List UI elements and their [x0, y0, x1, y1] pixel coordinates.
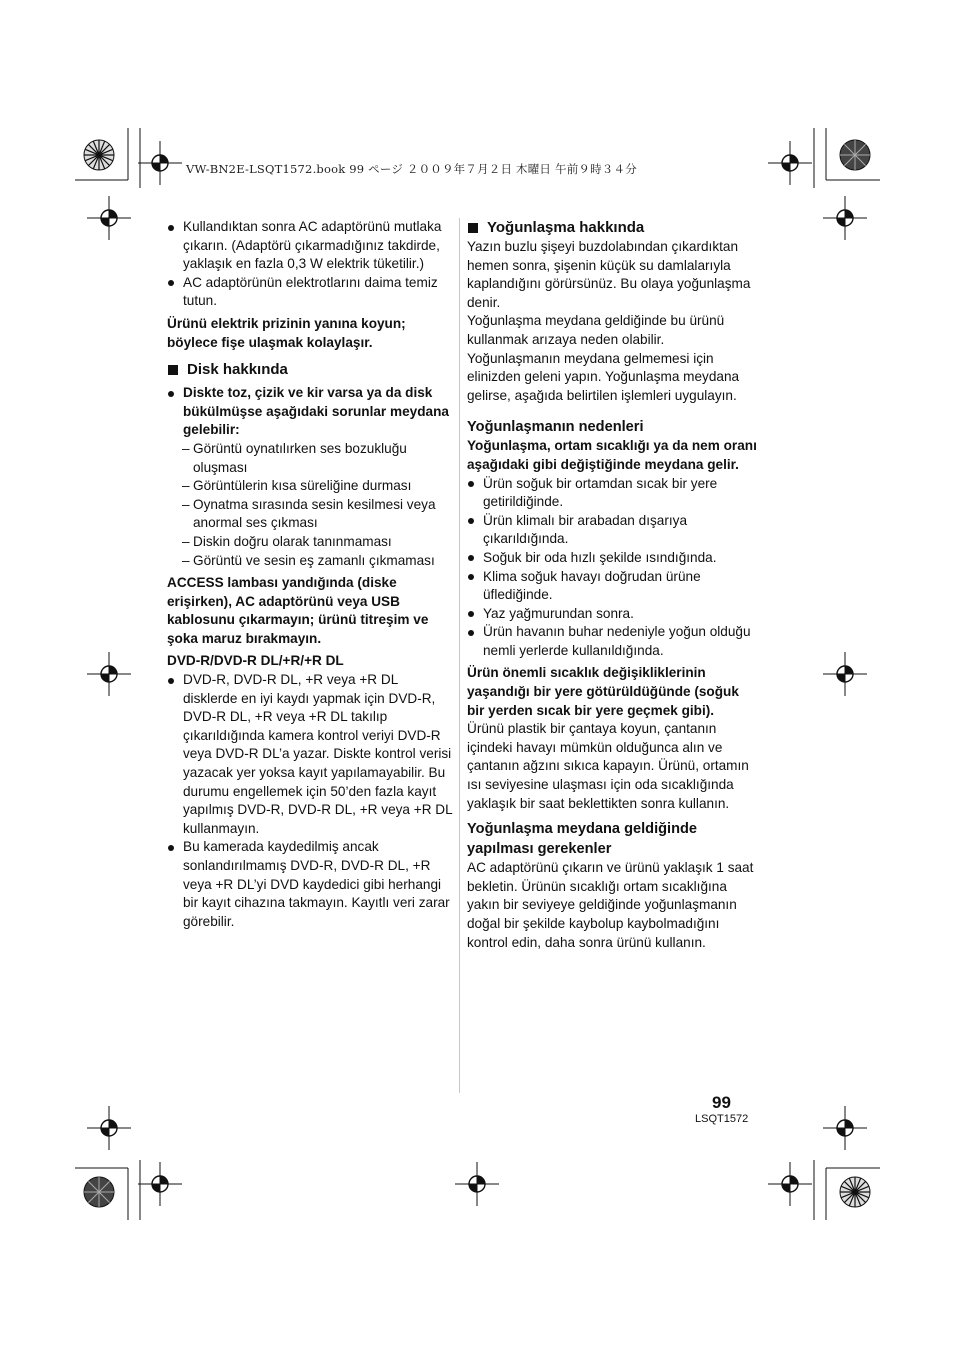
dvd-heading: DVD-R/DVD-R DL/+R/+R DL	[167, 653, 344, 669]
list-item: Bu kamerada kaydedilmiş ancak sonlandırılmamış DVD-R, DVD-R DL, +R veya +R DL’yi DVD kaydedici gibi herhangi bir kayıt cihazına takmayın. Kayıtlı veri zarar görebilir.	[167, 838, 455, 931]
bullet-icon	[468, 574, 474, 580]
paragraph: AC adaptörünü çıkarın ve ürünü yaklaşık 1 saat bekletin. Ürünün sıcaklığı ortam sıcaklığına yakın bir seviyeye geldiğinde yoğunlaşmanın doğal bir şekilde kaybolup kaybolmadığını kontrol edin, daha sonra ürünü kullanın.	[467, 860, 754, 950]
list-item: Ürün klimalı bir arabadan dışarıya çıkarıldığında.	[467, 512, 757, 549]
bold-note: Ürünü elektrik prizinin yanına koyun; böylece fişe ulaşmak kolaylaşır.	[167, 315, 406, 350]
bullet-icon	[168, 280, 174, 286]
list-item: Soğuk bir oda hızlı şekilde ısındığında.	[467, 549, 757, 568]
list-item: Ürün soğuk bir ortamdan sıcak bir yere getirildiğinde.	[467, 475, 757, 512]
bullet-icon	[468, 555, 474, 561]
dash-item: – Oynatma sırasında sesin kesilmesi veya anormal ses çıkması	[182, 496, 436, 531]
section-title-disk: Disk hakkında	[167, 360, 455, 380]
list-item: Kullandıktan sonra AC adaptörünü mutlaka çıkarın. (Adaptörü çıkarmadığınız takdirde, yaklaşık en fazla 0,3 W elektrik tüketilir.)	[167, 218, 455, 274]
temperature-note: Ürün önemli sıcaklık değişikliklerinin yaşandığı bir yere götürüldüğünde (soğuk bir yerden sıcak bir yere geçmek gibi).	[467, 665, 739, 718]
paragraph: Yazın buzlu şişeyi buzdolabından çıkardıktan hemen sonra, şişenin küçük su damlalarıyla kaplandığını görürsünüz. Bu olaya yoğunlaşma denir.	[467, 239, 751, 310]
access-note: ACCESS lambası yandığında (diske erişirken), AC adaptörünü veya USB kablosunu çıkarmayın; ürünü titreşim ve şoka maruz bırakmayın.	[167, 575, 429, 646]
list-item: AC adaptörünün elektrotlarını daima temiz tutun.	[167, 274, 455, 311]
bullet-icon	[468, 518, 474, 524]
bullet-icon	[468, 611, 474, 617]
bullet-icon	[168, 678, 174, 684]
dash-item: – Görüntülerin kısa süreliğine durması	[182, 478, 412, 494]
bullet-icon	[168, 845, 174, 851]
bullet-icon	[168, 225, 174, 231]
list-item: Klima soğuk havayı doğrudan ürüne üflediğinde.	[467, 568, 757, 605]
causes-bold: Yoğunlaşma, ortam sıcaklığı ya da nem oranı aşağıdaki gibi değiştiğinde meydana gelir.	[467, 438, 757, 472]
document-code: LSQT1572	[695, 1113, 749, 1125]
section-title-condensation: Yoğunlaşma hakkında	[467, 218, 757, 238]
right-column	[467, 218, 757, 952]
page-number: 99	[712, 1093, 731, 1112]
list-item: Yaz yağmurundan sonra.	[467, 605, 757, 624]
square-bullet-icon	[168, 365, 178, 375]
square-bullet-icon	[468, 223, 478, 233]
dash-item: – Diskin doğru olarak tanınmaması	[182, 533, 392, 549]
list-item: Ürün havanın buhar nedeniyle yoğun olduğu nemli yerlerde kullanıldığında.	[467, 623, 757, 660]
list-item: Diskte toz, çizik ve kir varsa ya da disk bükülmüşse aşağıdaki sorunlar meydana gelebilir:	[167, 384, 455, 440]
subsection-title-causes: Yoğunlaşmanın nedenleri	[467, 419, 644, 436]
subsection-title-what-to-do: Yoğunlaşma meydana geldiğinde yapılması gerekenler	[467, 821, 698, 858]
bullet-icon	[168, 391, 174, 397]
paragraph: Ürünü plastik bir çantaya koyun, çantanın içindeki havayı mümkün olduğunca alın ve çantanın ağzını sıkıca kapayın. Ürünü, ortamın ısı seviyesine ulaşması için oda sıcaklığında yaklaşık bir saat beklettikten sonra kullanın.	[467, 721, 749, 811]
dash-item: – Görüntü ve sesin eş zamanlı çıkmaması	[182, 552, 435, 568]
paragraph: Yoğunlaşma meydana geldiğinde bu ürünü kullanmak arızaya neden olabilir. Yoğunlaşmanın meydana gelmemesi için elinizden geleni yapın. Yoğunlaşma meydana gelirse, aşağıda belirtilen işlemleri uygulayın.	[467, 313, 740, 403]
list-item: DVD-R, DVD-R DL, +R veya +R DL disklerde en iyi kaydı yapmak için DVD-R, DVD-R DL, +R veya +R DL takılıp çıkarıldığında kamera kontrol veriyi DVD-R veya DVD-R DL’a yazar. Diskte kontrol verisi yazacak yer yoksa kayıt yapılamayabilir. Bu durumu engellemek için 50’den fazla kayıt yapılmış DVD-R, DVD-R DL, +R veya +R DL kullanmayın.	[167, 671, 455, 838]
print-file-header: VW-BN2E-LSQT1572.book 99 ページ ２００９年７月２日 木曜日 午前９時３４分	[186, 162, 637, 176]
column-divider	[459, 218, 460, 1093]
left-column	[167, 218, 455, 931]
bullet-icon	[468, 630, 474, 636]
bullet-icon	[468, 481, 474, 487]
dash-item: – Görüntü oynatılırken ses bozukluğu oluşması	[182, 440, 407, 475]
